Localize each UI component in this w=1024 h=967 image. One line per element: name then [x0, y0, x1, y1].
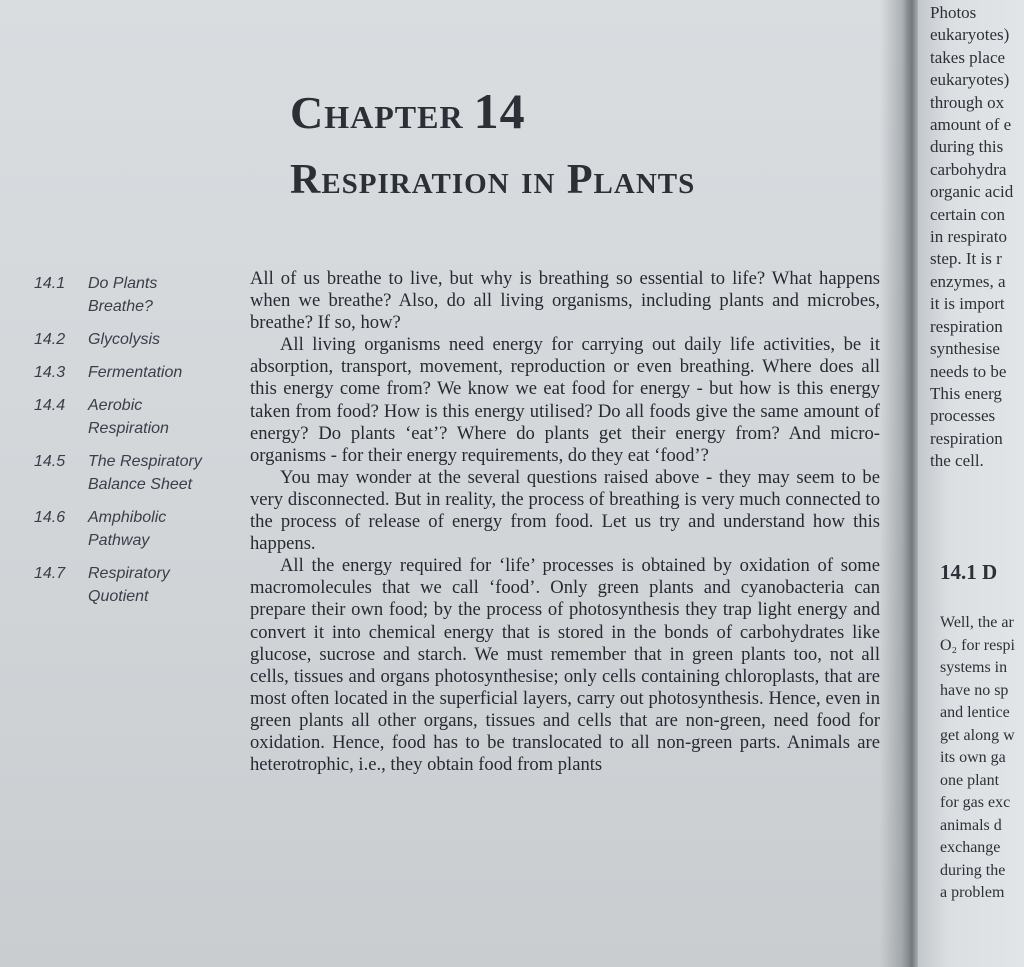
toc-item — [34, 562, 244, 608]
text-line: This energ — [930, 383, 1002, 403]
toc-item — [34, 394, 244, 440]
text-line: get along w — [940, 726, 1015, 744]
book-gutter-shadow — [880, 0, 920, 967]
toc-item — [34, 272, 244, 318]
toc-label: Fermentation — [88, 364, 183, 381]
text-line: needs to be — [930, 361, 1007, 381]
toc-item — [34, 506, 244, 552]
text-line: certain con — [930, 204, 1006, 224]
toc-item — [34, 450, 244, 496]
body-text — [250, 268, 880, 776]
toc-label: The Respiratory Balance Sheet — [88, 453, 202, 493]
toc-number: 14.3 — [34, 364, 66, 381]
body-paragraph: All of us breathe to live, but why is breathing so essential to life? What happens when we breathe? Also, do all living organisms, including plants and microbes, breathe? If so, how? — [250, 268, 880, 334]
text-line: takes place — [930, 47, 1006, 67]
text-line: it is import — [930, 294, 1005, 314]
body-paragraph: All living organisms need energy for carrying out daily life activities, be it absorption, transport, movement, reproduction or even breathing. Where does all this energy come from? We know we eat food for energy - but how is this energy taken from food? How is this energy utilised? Do all foods give the same amount of energy? Do plants ‘eat’? Where do plants get their energy from? And micro-organisms - for their energy requirements, do they eat ‘food’? — [250, 334, 880, 466]
chapter-contents-list — [34, 272, 244, 618]
text-line: the cell. — [930, 451, 984, 471]
toc-label: Respiratory Quotient — [88, 565, 170, 605]
text-line: and lentice — [940, 704, 1010, 721]
right-page-text-bottom — [940, 612, 1015, 905]
toc-number: 14.5 — [34, 453, 66, 470]
text-line: systems in — [940, 659, 1008, 676]
text-line: a problem — [940, 884, 1005, 901]
chapter-heading — [290, 82, 526, 140]
text-line: Photos — [930, 3, 977, 22]
text-line: exchange — [940, 839, 1001, 856]
chapter-title: Respiration in Plants — [290, 157, 696, 203]
right-page-text-top — [930, 2, 1013, 473]
text-line: eukaryotes) — [930, 70, 1010, 90]
toc-item — [34, 328, 244, 351]
body-paragraph: You may wonder at the several questions raised above - they may seem to be very disconnected. But in reality, the process of breathing is very much connected to the process of release of energy from food. Let us try and understand how this happens. — [250, 466, 880, 555]
text-line: in respirato — [930, 227, 1007, 247]
text-line: enzymes, a — [930, 271, 1006, 291]
text-line: amount of e — [930, 115, 1012, 135]
toc-number: 14.6 — [34, 509, 66, 526]
text-line: have no sp — [940, 681, 1009, 699]
text-line: organic acid — [930, 182, 1014, 202]
text-line: Well, the ar — [940, 614, 1014, 631]
text-line: eukaryotes) — [930, 25, 1010, 45]
toc-number: 14.7 — [34, 565, 66, 582]
toc-number: 14.2 — [34, 331, 66, 348]
section-heading: 14.1 D — [940, 560, 998, 584]
toc-number: 14.1 — [34, 275, 66, 292]
text-line: O₂ for respi — [940, 636, 1015, 654]
toc-label: Amphibolic Pathway — [88, 509, 167, 549]
body-paragraph: All the energy required for ‘life’ processes is obtained by oxidation of some macromolecules that we call ‘food’. Only green plants and cyanobacteria can prepare their own food; by the process of photosynthesis they trap light energy and convert it into chemical energy that is stored in the bonds of carbohydrates like glucose, sucrose and starch. We must remember that in green plants too, not all cells, tissues and organs photosynthesise; only cells containing chloroplasts, that are most often located in the superficial layers, carry out photosynthesis. Hence, even in green plants all other organs, tissues and cells that are non-green, need food for oxidation. Hence, food has to be translocated to all non-green parts. Animals are heterotrophic, i.e., they obtain food from plants — [250, 555, 880, 776]
text-line: through ox — [930, 92, 1005, 112]
text-line: respiration — [930, 428, 1003, 448]
text-line: processes — [930, 406, 996, 426]
text-line: for gas exc — [940, 794, 1011, 811]
right-page — [918, 0, 1024, 967]
chapter-label: Chapter — [290, 87, 464, 138]
text-line: animals d — [940, 816, 1002, 834]
chapter-number: 14 — [473, 83, 526, 139]
text-line: carbohydra — [930, 159, 1007, 179]
toc-number: 14.4 — [34, 397, 66, 414]
toc-label: Do Plants Breathe? — [88, 275, 158, 315]
text-line: one plant — [940, 771, 1000, 789]
text-line: step. It is r — [930, 249, 1002, 269]
text-line: during this — [930, 137, 1004, 157]
text-line: its own ga — [940, 749, 1006, 766]
toc-label: Glycolysis — [88, 331, 161, 348]
text-line: during the — [940, 861, 1006, 879]
text-line: respiration — [930, 316, 1003, 336]
toc-label: Aerobic Respiration — [88, 397, 169, 437]
toc-item — [34, 361, 244, 384]
text-line: synthesise — [930, 339, 1000, 359]
